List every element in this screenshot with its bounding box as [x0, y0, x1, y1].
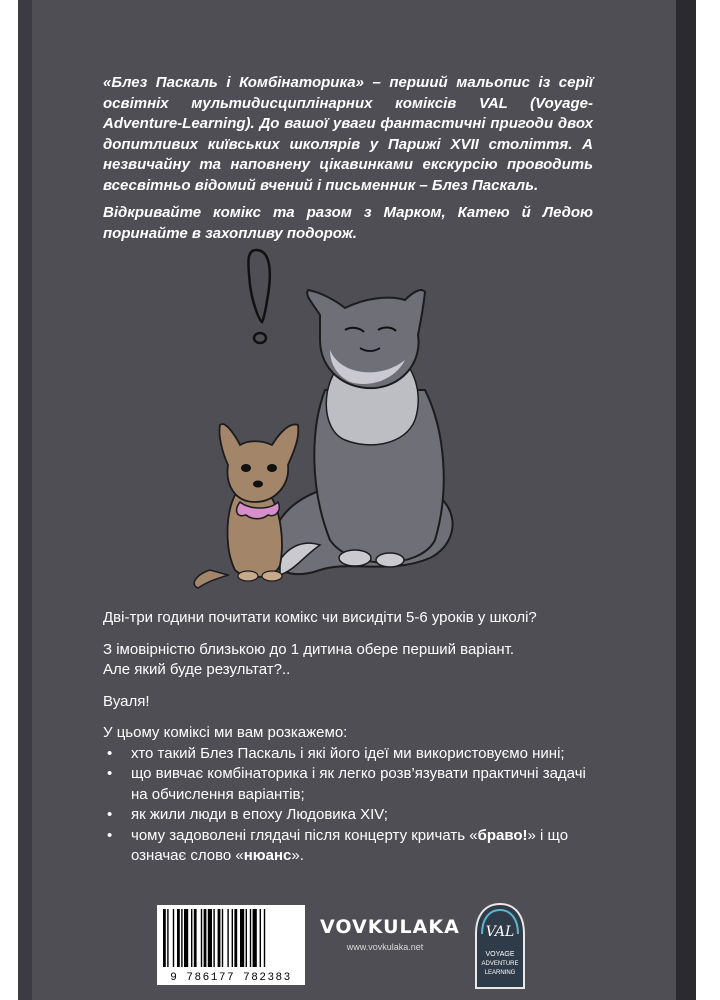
- list-item: • як жили люди в епоху Людовика XIV;: [103, 805, 603, 826]
- list-item: • чому задоволені глядачі після концерту кричать «браво!» і що означає слово «нюанс».: [103, 826, 603, 867]
- barcode-bars: [157, 905, 305, 969]
- exclamation-mark-text: !: [245, 300, 246, 301]
- list-item: • хто такий Блез Паскаль і які його ідеї ми використовуємо нині;: [103, 744, 603, 765]
- list-intro: У цьому коміксі ми вам розкажемо:: [103, 724, 348, 741]
- publisher-url: www.vovkulaka.net: [346, 942, 424, 952]
- publisher-logo: [320, 916, 460, 952]
- val-line-learning: LEARNING: [484, 970, 516, 976]
- cover-left-edge: [18, 0, 32, 1000]
- list-item: • що вивчає комбінаторика і як легко розв’язувати практичні задачі на обчислення варіантів;: [103, 764, 603, 805]
- val-series-logo: [472, 900, 528, 992]
- exclamation-icon: [248, 250, 269, 322]
- intro-paragraph-2: Відкривайте комікс та разом з Марком, Катею й Ледою поринайте в захопливу подорож.: [103, 204, 593, 242]
- publisher-name: VOVKULAKA: [320, 916, 460, 938]
- val-line-voyage: VOYAGE: [485, 951, 515, 958]
- cat-and-dog-illustration: [180, 240, 510, 600]
- voila-text: Вуаля!: [103, 692, 150, 710]
- question-text: Дві-три години почитати комікс чи висидіти 5-6 уроків у школі?: [103, 609, 537, 626]
- intro-text: [103, 73, 593, 251]
- val-mark: VAL: [485, 924, 515, 940]
- isbn-barcode: [157, 905, 305, 985]
- intro-paragraph-1: «Блез Паскаль і Комбінаторика» – перший мальопис із серії освітніх мультидисциплінарних коміксів VAL (Voyage-Adventure-Learning). До вашої уваги фантастичні пригоди двох допитливих київських школярів у Парижі XVII століття. А незвичайну та наповнену цікавинками екскурсію проводить всесвітньо відомий вчений і письменник – Блез Паскаль.: [103, 74, 593, 194]
- body-text: [103, 608, 603, 867]
- isbn-number: 9 786177 782383: [170, 972, 292, 984]
- val-line-adventure: ADVENTURE: [481, 961, 519, 967]
- probability-text: З імовірністю близькою до 1 дитина обере перший варіант. Але який буде результат?..: [103, 640, 514, 678]
- book-spine: [676, 0, 696, 1000]
- topics-list: [103, 744, 603, 867]
